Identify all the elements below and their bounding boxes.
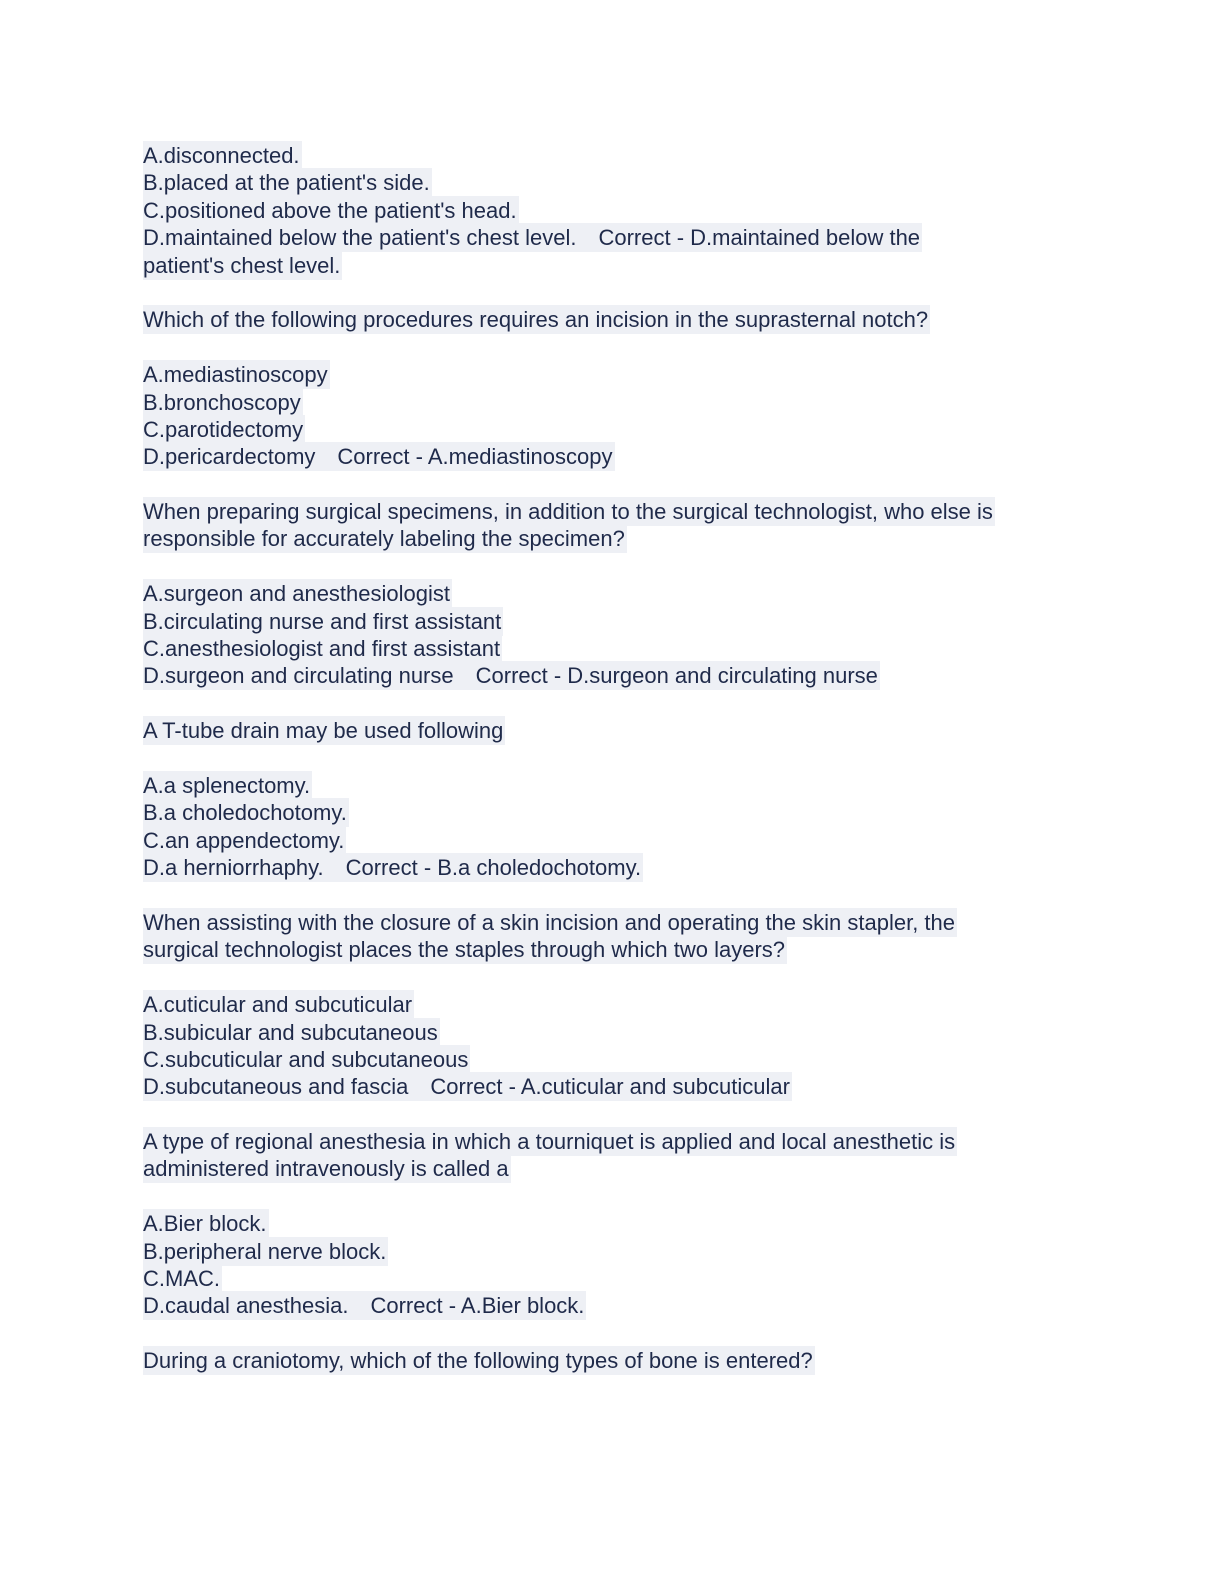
question-text: administered intravenously is called a xyxy=(143,1156,509,1182)
answer-option: C.positioned above the patient's head. xyxy=(143,197,517,223)
answer-option: C.parotidectomy xyxy=(143,416,304,442)
answer-option: A.disconnected. xyxy=(143,143,300,168)
answer-option-with-key xyxy=(143,224,1083,251)
answer-option: B.peripheral nerve block. xyxy=(143,1238,387,1264)
answer-option: B.a choledochotomy. xyxy=(143,800,347,826)
answer-option-with-key xyxy=(143,443,1083,470)
question-block xyxy=(143,142,1083,279)
answer-option-text: D.pericardectomy xyxy=(143,444,316,470)
question-block xyxy=(143,717,1083,881)
answer-option: C.anesthesiologist and first assistant xyxy=(143,636,501,662)
answer-option: A.a splenectomy. xyxy=(143,772,311,798)
answer-option: B.bronchoscopy xyxy=(143,389,301,415)
answer-option: C.an appendectomy. xyxy=(143,827,345,853)
question-block xyxy=(143,909,1083,1101)
question-block xyxy=(143,1347,1083,1374)
answer-option: B.placed at the patient's side. xyxy=(143,170,430,196)
page-content xyxy=(143,142,1083,1375)
correct-answer: Correct - A.mediastinoscopy xyxy=(337,444,613,470)
answer-option: A.mediastinoscopy xyxy=(143,362,328,388)
answer-option-text: D.caudal anesthesia. xyxy=(143,1293,349,1319)
question-block xyxy=(143,1128,1083,1320)
question-text: During a craniotomy, which of the following types of bone is entered? xyxy=(143,1348,813,1374)
answer-option-text: D.subcutaneous and fascia xyxy=(143,1074,409,1100)
answer-option-text: D.a herniorrhaphy. xyxy=(143,855,324,881)
answer-option-text: D.surgeon and circulating nurse xyxy=(143,663,454,689)
correct-answer: Correct - A.cuticular and subcuticular xyxy=(430,1074,790,1100)
answer-option-with-key xyxy=(143,1292,1083,1319)
correct-answer: Correct - B.a choledochotomy. xyxy=(345,855,642,881)
question-text: A T-tube drain may be used following xyxy=(143,718,504,744)
answer-option: A.Bier block. xyxy=(143,1211,267,1237)
answer-option: B.subicular and subcutaneous xyxy=(143,1019,438,1045)
answer-option: C.MAC. xyxy=(143,1266,220,1292)
answer-option: B.circulating nurse and first assistant xyxy=(143,608,502,634)
answer-option-with-key xyxy=(143,662,1083,689)
question-block xyxy=(143,306,1083,470)
question-text: surgical technologist places the staples through which two layers? xyxy=(143,937,786,963)
question-text: When preparing surgical specimens, in addition to the surgical technologist, who else is xyxy=(143,499,993,525)
answer-option: C.subcuticular and subcutaneous xyxy=(143,1046,469,1072)
answer-option: A.cuticular and subcuticular xyxy=(143,992,413,1018)
question-block xyxy=(143,498,1083,690)
question-text: responsible for accurately labeling the specimen? xyxy=(143,526,625,552)
answer-option: A.surgeon and anesthesiologist xyxy=(143,581,450,607)
correct-answer: Correct - D.maintained below the xyxy=(598,225,921,251)
correct-answer: Correct - A.Bier block. xyxy=(370,1293,585,1319)
question-text: When assisting with the closure of a skin incision and operating the skin stapler, the xyxy=(143,909,956,935)
correct-answer-continued: patient's chest level. xyxy=(143,252,341,278)
correct-answer: Correct - D.surgeon and circulating nurse xyxy=(475,663,878,689)
answer-option-with-key xyxy=(143,854,1083,881)
question-text: A type of regional anesthesia in which a tourniquet is applied and local anesthetic is xyxy=(143,1129,956,1155)
answer-option-text: D.maintained below the patient's chest level. xyxy=(143,225,577,251)
answer-option-with-key xyxy=(143,1073,1083,1100)
question-text: Which of the following procedures requires an incision in the suprasternal notch? xyxy=(143,307,929,333)
